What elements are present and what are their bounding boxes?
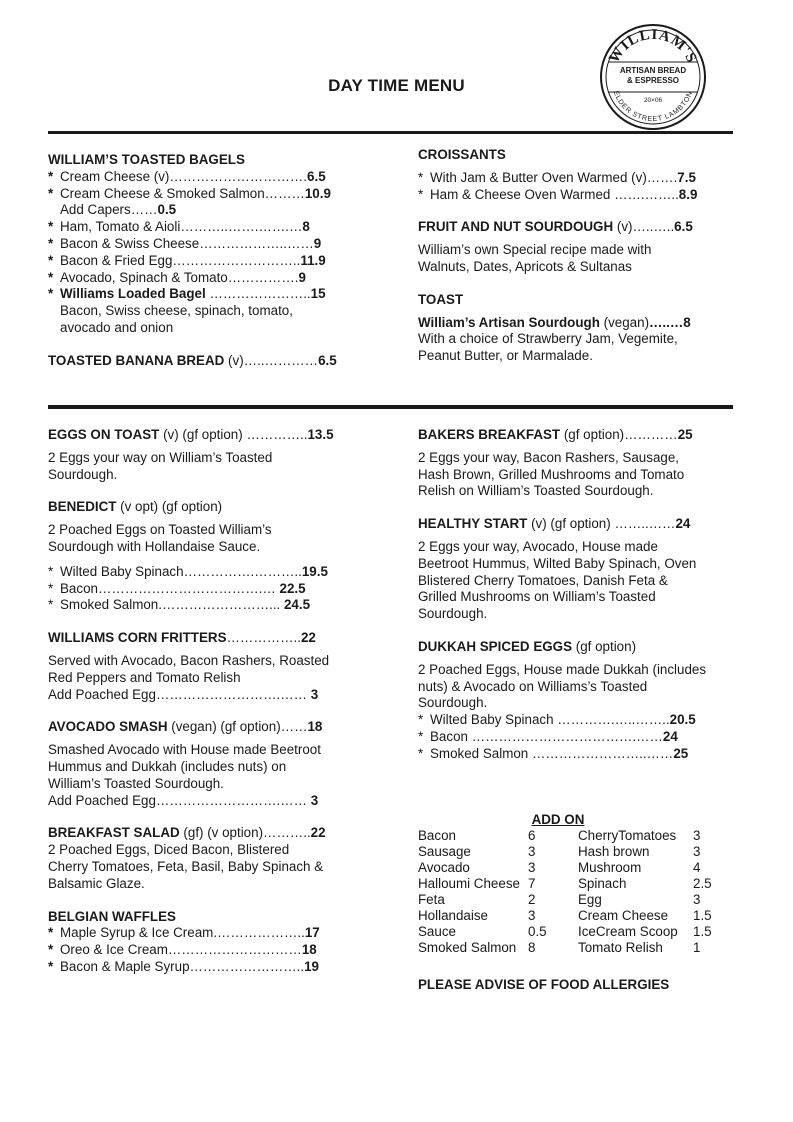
add-on-price: 3	[528, 844, 536, 859]
add-on-price: 4	[693, 860, 701, 875]
menu-item-dukkah-eggs: DUKKAH SPICED EGGS (gf option)	[418, 638, 637, 654]
dot-leader: ……………………..……	[528, 745, 674, 761]
dot-leader: ………….…..……..	[553, 712, 670, 728]
option-price: 19	[304, 958, 319, 974]
add-on-name: Sausage	[418, 844, 471, 859]
add-on-name: Spinach	[578, 876, 627, 891]
item-description: avocado and onion	[60, 319, 174, 335]
add-on-row	[418, 940, 738, 956]
menu-option	[418, 729, 748, 746]
bullet: *	[418, 728, 424, 744]
menu-option	[48, 202, 378, 219]
croissant-list	[418, 170, 748, 204]
option-price: 19.5	[301, 563, 328, 579]
add-on-price: 6	[528, 828, 536, 843]
dot-leader: …………….	[227, 269, 299, 285]
bullet: *	[48, 925, 54, 941]
option-name: Bacon	[430, 728, 468, 744]
add-on-section	[418, 812, 738, 956]
option-name: Bacon & Swiss Cheese	[60, 235, 200, 251]
add-on-price: 0.5	[528, 924, 547, 939]
item-description: Beetroot Hummus, Wilted Baby Spinach, Oven	[418, 555, 697, 571]
waffle-options	[48, 925, 388, 975]
option-price: 17	[304, 925, 320, 941]
bullet: *	[48, 597, 54, 613]
add-on-name: Egg	[578, 892, 602, 907]
menu-option	[48, 219, 378, 236]
add-on-name: Halloumi Cheese	[418, 876, 520, 891]
item-description: Blistered Cherry Tomatoes, Danish Feta &	[418, 572, 668, 588]
option-price: 24	[662, 728, 678, 744]
add-on-row	[418, 844, 738, 860]
add-on-price: 1.5	[693, 924, 712, 939]
dot-leader: ……………………………….……	[467, 728, 663, 744]
option-price: 11.9	[300, 252, 326, 268]
menu-item-healthy-start: HEALTHY START (v) (gf option) ……..……24	[418, 516, 691, 532]
menu-item-bakers-breakfast: BAKERS BREAKFAST (gf option)…………25	[418, 427, 693, 442]
item-description: 2 Eggs your way, Avocado, House made	[418, 538, 658, 554]
bullet: *	[48, 269, 54, 285]
item-description: William’s own Special recipe made with	[418, 242, 652, 258]
divider-middle	[48, 405, 733, 409]
bottom-right-column	[418, 427, 748, 763]
item-description: William’s Toasted Sourdough.	[48, 775, 224, 791]
option-price: 24.5	[283, 597, 311, 613]
option-price: 6.5	[307, 168, 326, 184]
menu-option	[48, 942, 388, 959]
add-on-price: 3	[693, 844, 701, 859]
bullet: *	[418, 712, 424, 728]
item-description: 2 Poached Eggs on Toasted William’s	[48, 522, 272, 538]
add-on-price: 8	[528, 940, 536, 955]
add-on-price: 2.5	[693, 876, 712, 891]
add-on-name: Tomato Relish	[578, 940, 663, 955]
top-right-column	[418, 147, 748, 365]
add-on-price: 1	[693, 940, 701, 955]
dot-leader: ……	[130, 202, 158, 218]
add-on-name: Avocado	[418, 860, 470, 875]
menu-option	[48, 270, 378, 287]
dot-leader: ………..…….…….…	[180, 219, 303, 235]
menu-option	[418, 170, 748, 187]
option-price: 18	[301, 942, 317, 958]
bullet: *	[48, 580, 54, 596]
option-name: Wilted Baby Spinach	[60, 563, 184, 579]
page-title: DAY TIME MENU	[328, 76, 465, 95]
option-name: Wilted Baby Spinach	[430, 712, 554, 728]
add-poached-egg: Add Poached Egg……………………….…… 3	[48, 792, 319, 808]
add-on-list	[418, 828, 738, 956]
bullet: *	[48, 168, 54, 184]
option-name: Add Capers	[60, 202, 131, 218]
menu-item-artisan-sourdough: William’s Artisan Sourdough (vegan)…..…8	[418, 314, 691, 330]
add-on-name: CherryTomatoes	[578, 828, 677, 843]
divider-top	[48, 131, 733, 134]
bullet: *	[418, 169, 424, 185]
add-on-name: Sauce	[418, 924, 456, 939]
option-name: Avocado, Spinach & Tomato	[60, 269, 228, 285]
dukkah-options	[418, 712, 748, 762]
option-price: 9	[298, 269, 306, 285]
menu-option	[48, 959, 388, 976]
dot-leader: .……………………...	[158, 597, 284, 613]
add-on-price: 1.5	[693, 908, 712, 923]
bottom-left-column	[48, 427, 388, 976]
menu-option	[48, 564, 388, 581]
dot-leader: ……………………..	[189, 958, 305, 974]
menu-option	[48, 169, 378, 186]
menu-option	[48, 236, 378, 253]
dot-leader: …………….………..	[183, 563, 302, 579]
bullet: *	[48, 185, 54, 201]
option-price: 0.5	[157, 202, 177, 218]
add-on-row	[418, 892, 738, 908]
add-on-name: Smoked Salmon	[418, 940, 517, 955]
svg-text:ARTISAN BREAD: ARTISAN BREAD	[619, 66, 687, 75]
dot-leader: ……………………………….…	[97, 580, 280, 596]
menu-item-banana-bread: TOASTED BANANA BREAD (v)…..…………6.5	[48, 352, 337, 368]
item-description: Hummus and Dukkah (includes nuts) on	[48, 758, 287, 774]
svg-text:& ESPRESSO: & ESPRESSO	[626, 76, 680, 85]
bullet: *	[48, 235, 54, 251]
option-price: 20.5	[669, 712, 696, 728]
add-on-name: Bacon	[418, 828, 456, 843]
section-heading-croissants: CROISSANTS	[418, 147, 506, 162]
option-name: Oreo & Ice Cream	[60, 942, 168, 958]
option-price: 9	[313, 235, 322, 251]
option-name: Maple Syrup & Ice Cream	[60, 925, 214, 941]
menu-item-benedict: BENEDICT (v opt) (gf option)	[48, 499, 223, 515]
menu-item-eggs-on-toast: EGGS ON TOAST (v) (gf option) …………..13.5	[48, 427, 334, 442]
dot-leader: .………………..	[213, 925, 305, 941]
item-description: 2 Poached Eggs, Diced Bacon, Blistered	[48, 842, 290, 858]
bullet: *	[48, 563, 54, 579]
item-description: Smashed Avocado with House made Beetroot	[48, 742, 321, 758]
bullet: *	[48, 942, 54, 958]
item-description: Sourdough with Hollandaise Sauce.	[48, 538, 261, 554]
dot-leader: …….……..	[610, 186, 679, 202]
menu-option	[48, 925, 388, 942]
svg-text:20×06: 20×06	[643, 97, 663, 104]
menu-item-loaded-bagel: * Williams Loaded Bagel …………………..15	[48, 286, 326, 302]
add-on-row	[418, 924, 738, 940]
add-on-name: Hash brown	[578, 844, 650, 859]
option-name: Bacon	[60, 580, 98, 596]
add-on-name: Cream Cheese	[578, 908, 669, 923]
option-name: Ham, Tomato & Aioli	[60, 219, 181, 235]
menu-item-breakfast-salad: BREAKFAST SALAD (gf) (v option)………..22	[48, 825, 326, 841]
item-description: Grilled Mushrooms on William’s Toasted	[418, 589, 656, 605]
bullet: *	[48, 219, 54, 235]
add-on-price: 7	[528, 876, 536, 891]
item-description: 2 Poached Eggs, House made Dukkah (includes	[418, 661, 707, 677]
add-on-row	[418, 876, 738, 892]
option-name: Bacon & Fried Egg	[60, 252, 173, 268]
add-poached-egg: Add Poached Egg……………………….…… 3	[48, 686, 319, 702]
bullet: *	[418, 186, 424, 202]
svg-text:ELDER STREET LAMBTON: ELDER STREET LAMBTON	[611, 90, 695, 124]
item-description: Sourdough.	[418, 606, 488, 622]
option-name: Smoked Salmon	[60, 597, 159, 613]
option-price: 8.9	[678, 186, 698, 202]
bagel-list	[48, 169, 378, 287]
add-on-name: IceCream Scoop	[578, 924, 678, 939]
allergy-notice: PLEASE ADVISE OF FOOD ALLERGIES	[418, 977, 670, 992]
item-description: nuts) & Avocado on Williams’s Toasted	[418, 678, 648, 694]
item-description: Relish on William’s Toasted Sourdough.	[418, 483, 654, 499]
add-on-name: Hollandaise	[418, 908, 488, 923]
section-heading-waffles: BELGIAN WAFFLES	[48, 908, 176, 924]
option-price: 7.5	[677, 169, 696, 185]
item-description: 2 Eggs your way on William’s Toasted	[48, 449, 273, 465]
dot-leader: …………………………	[167, 942, 302, 958]
dot-leader: ………………………..	[172, 252, 301, 268]
item-description: Bacon, Swiss cheese, spinach, tomato,	[60, 303, 293, 319]
add-on-price: 3	[693, 828, 701, 843]
option-name: Cream Cheese & Smoked Salmon	[60, 185, 265, 201]
item-description: Red Peppers and Tomato Relish	[48, 669, 241, 685]
dot-leader: ………………………….	[169, 168, 308, 184]
item-description: Sourdough.	[48, 466, 118, 482]
menu-option	[418, 746, 748, 763]
menu-option	[48, 253, 378, 270]
add-on-row	[418, 908, 738, 924]
item-description: Served with Avocado, Bacon Rashers, Roasted	[48, 652, 330, 668]
add-on-name: Mushroom	[578, 860, 642, 875]
item-description: With a choice of Strawberry Jam, Vegemite,	[418, 331, 678, 347]
section-heading-toast: TOAST	[418, 291, 464, 307]
option-name: Smoked Salmon	[430, 745, 529, 761]
add-on-row	[418, 828, 738, 844]
bullet: *	[48, 958, 54, 974]
add-on-price: 3	[528, 908, 536, 923]
option-price: 22.5	[279, 580, 306, 596]
dot-leader: …….	[646, 169, 678, 185]
menu-option	[48, 597, 388, 614]
menu-option	[48, 186, 378, 203]
add-on-row	[418, 860, 738, 876]
menu-item-corn-fritters: WILLIAMS CORN FRITTERS……………..22	[48, 630, 316, 646]
item-description: 2 Eggs your way, Bacon Rashers, Sausage,	[418, 449, 680, 465]
add-on-name: Feta	[418, 892, 445, 907]
item-description: Sourdough.	[418, 695, 488, 711]
option-price: 8	[302, 219, 310, 235]
add-on-price: 2	[528, 892, 536, 907]
item-description: Hash Brown, Grilled Mushrooms and Tomato	[418, 466, 685, 482]
item-description: Walnuts, Dates, Apricots & Sultanas	[418, 258, 632, 274]
option-name: Bacon & Maple Syrup	[60, 958, 190, 974]
option-price: 25	[673, 745, 689, 761]
option-name: Ham & Cheese Oven Warmed	[430, 186, 611, 202]
item-description: Cherry Tomatoes, Feta, Basil, Baby Spinach &	[48, 858, 324, 874]
item-description: Balsamic Glaze.	[48, 875, 145, 891]
menu-option	[418, 712, 748, 729]
menu-item-avocado-smash: AVOCADO SMASH (vegan) (gf option)……18	[48, 719, 323, 735]
option-price: 10.9	[304, 185, 331, 201]
item-description: Peanut Butter, or Marmalade.	[418, 348, 593, 364]
menu-option	[418, 187, 748, 204]
top-left-column	[48, 152, 378, 370]
benedict-options	[48, 564, 388, 614]
bullet: *	[48, 252, 54, 268]
add-on-price: 3	[693, 892, 701, 907]
add-on-title: ADD ON	[531, 812, 585, 827]
option-name: Cream Cheese (v)	[60, 168, 170, 184]
menu-item-fruit-nut-sourdough: FRUIT AND NUT SOURDOUGH (v)…..…..6.5	[418, 219, 693, 235]
svg-text:WILLIAM'S: WILLIAM'S	[606, 26, 700, 66]
bullet: *	[418, 745, 424, 761]
add-on-price: 3	[528, 860, 536, 875]
section-heading-bagels: WILLIAM’S TOASTED BAGELS	[48, 152, 245, 167]
menu-option	[48, 581, 388, 598]
dot-leader: ………	[264, 185, 305, 201]
dot-leader: ………………..……	[199, 235, 314, 251]
option-name: With Jam & Butter Oven Warmed (v)	[430, 169, 647, 185]
